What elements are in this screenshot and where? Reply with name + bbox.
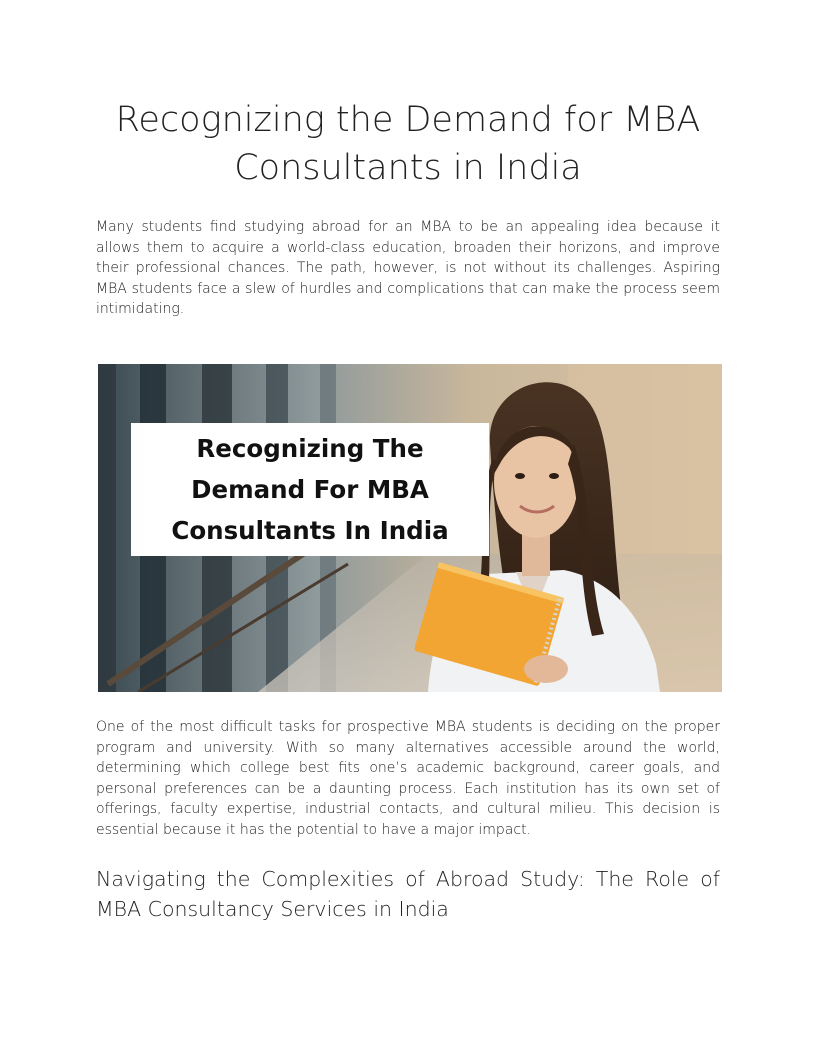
- page-title: Recognizing the Demand for MBA Consultants in India: [115, 100, 701, 188]
- image-overlay-text: Recognizing The Demand For MBA Consultants In India: [171, 434, 449, 545]
- intro-paragraph: Many students find studying abroad for an MBA to be an appealing idea because it allows them to acquire a world-class education, broaden their horizons, and improve their professional chances. The path, however, is not without its challenges. Aspiring MBA students face a slew of hurdles and complications that can make the process seem intimidating.: [96, 219, 720, 318]
- section-heading: Navigating the Complexities of Abroad Study: The Role of MBA Consultancy Services in India: [96, 867, 720, 921]
- hero-image: [98, 364, 722, 692]
- image-overlay-box: [131, 423, 489, 556]
- body-paragraph: One of the most difficult tasks for prospective MBA students is deciding on the proper program and university. With so many alternatives accessible around the world, determining which college best fits one’s academic background, career goals, and personal preferences can be a daunting process. Each institution has its own set of offerings, faculty expertise, industrial contacts, and cultural milieu. This decision is essential because it has the potential to have a major impact.: [96, 719, 720, 838]
